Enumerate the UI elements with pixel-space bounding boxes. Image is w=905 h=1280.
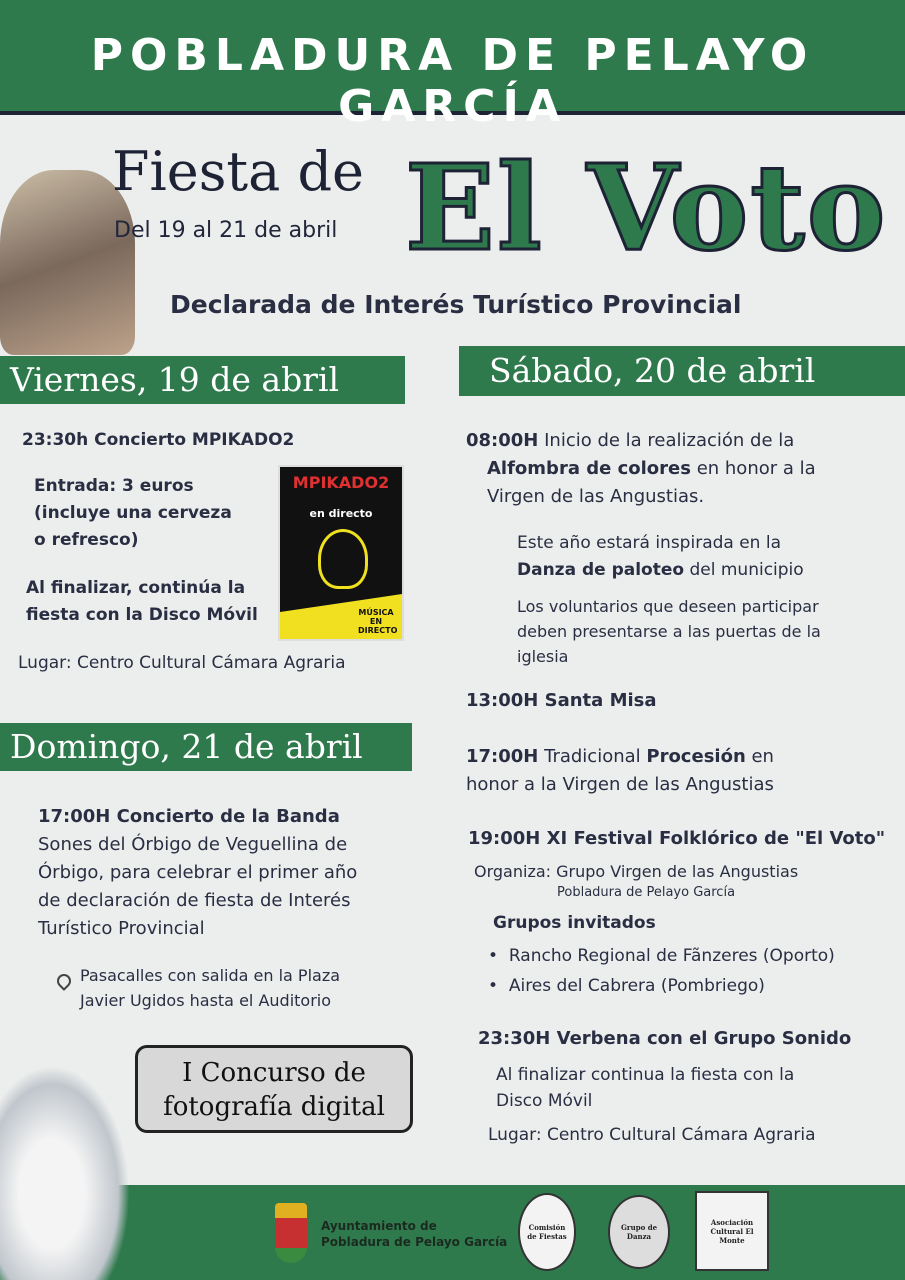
dance-group-logo: Grupo de Danza xyxy=(608,1195,670,1269)
entry-line: o refresco) xyxy=(34,530,139,550)
e1a-bold: Danza de paloteo xyxy=(517,560,685,580)
entry-line: Entrada: 3 euros xyxy=(34,476,194,496)
domingo-line: Sones del Órbigo de Veguellina de xyxy=(38,834,348,855)
event-dates: Del 19 al 21 de abril xyxy=(114,218,338,243)
contest-line: I Concurso de xyxy=(182,1058,366,1088)
domingo-line: 17:00H Concierto de la Banda xyxy=(38,806,340,827)
poster-subtitle: en directo xyxy=(309,507,373,520)
header-banner xyxy=(0,0,905,132)
domingo-heading: Domingo, 21 de abril xyxy=(0,723,412,771)
poster-music: MÚSICA EN DIRECTO xyxy=(358,608,398,635)
e1-time: 08:00H xyxy=(466,430,539,451)
fiestas-commission-logo: Comisión de Fiestas xyxy=(518,1193,576,1271)
e1-text: Virgen de las Angustias. xyxy=(487,486,705,507)
e1b-line: iglesia xyxy=(517,647,569,666)
cultural-association-logo: Asociación Cultural El Monte xyxy=(695,1191,769,1271)
sabado-heading: Sábado, 20 de abril xyxy=(459,346,905,396)
dancer-image xyxy=(0,1065,130,1280)
e3-text: honor a la Virgen de las Angustias xyxy=(466,774,774,795)
verbena-line: Al finalizar continua la fiesta con la xyxy=(496,1065,795,1085)
footer xyxy=(0,1185,905,1280)
declared-subtitle: Declarada de Interés Turístico Provincial xyxy=(170,290,742,319)
group-name: Aires del Cabrera (Pombriego) xyxy=(508,976,765,996)
contest-line: fotografía digital xyxy=(163,1092,385,1122)
council-line: Pobladura de Pelayo García xyxy=(321,1235,508,1249)
poster-title: MPIKADO2 xyxy=(292,473,390,492)
e1-bold: Alfombra de colores xyxy=(487,458,691,479)
parade-line: Pasacalles con salida en la Plaza xyxy=(80,966,341,985)
parade-line: Javier Ugidos hasta el Auditorio xyxy=(80,991,332,1010)
mpikado2-poster xyxy=(278,465,404,641)
sabado-place: Lugar: Centro Cultural Cámara Agraria xyxy=(488,1125,816,1145)
viernes-heading: Viernes, 19 de abril xyxy=(0,356,405,404)
e3-text: en xyxy=(745,746,774,767)
coat-of-arms-icon xyxy=(275,1203,307,1263)
e1b-line: Los voluntarios que deseen participar xyxy=(517,597,819,616)
festival-organizer-town: Pobladura de Pelayo García xyxy=(557,885,736,900)
festival-organizer: Organiza: Grupo Virgen de las Angustias xyxy=(474,862,799,881)
skull-icon xyxy=(318,529,368,589)
after-line: Al finalizar, continúa la xyxy=(26,578,246,598)
location-pin-icon xyxy=(54,971,74,991)
council-line: Ayuntamiento de xyxy=(321,1219,437,1233)
domingo-line: Órbigo, para celebrar el primer año xyxy=(38,862,358,883)
e1b-line: deben presentarse a las puertas de la xyxy=(517,622,821,641)
viernes-concert: 23:30h Concierto MPIKADO2 xyxy=(22,430,295,450)
domingo-line: de declaración de fiesta de Interés xyxy=(38,890,351,911)
verbena-title: 23:30H Verbena con el Grupo Sonido xyxy=(478,1028,852,1049)
e1-text: Inicio de la realización de la xyxy=(538,430,795,451)
entry-line: (incluye una cerveza xyxy=(34,503,232,523)
mass-event: 13:00H Santa Misa xyxy=(466,690,657,711)
verbena-line: Disco Móvil xyxy=(496,1091,593,1111)
town-title: POBLADURA DE PELAYO GARCÍA xyxy=(90,30,815,132)
e1a-text: Este año estará inspirada en la xyxy=(517,533,781,553)
fiesta-title: Fiesta de xyxy=(112,140,364,203)
festival-title: 19:00H XI Festival Folklórico de "El Voto" xyxy=(468,828,886,849)
e3-text: Tradicional xyxy=(538,746,647,767)
e3-time: 17:00H xyxy=(466,746,539,767)
e1a-text: del municipio xyxy=(684,560,804,580)
e1-text: en honor a la xyxy=(690,458,816,479)
after-line: fiesta con la Disco Móvil xyxy=(26,605,258,625)
e3-bold: Procesión xyxy=(646,746,746,767)
voto-title: El Voto xyxy=(405,138,888,277)
domingo-line: Turístico Provincial xyxy=(38,918,205,939)
photo-contest-badge xyxy=(135,1045,413,1133)
groups-title: Grupos invitados xyxy=(493,913,656,933)
group-name: Rancho Regional de Fãnzeres (Oporto) xyxy=(508,946,835,966)
group-item: • Aires del Cabrera (Pombriego) xyxy=(488,976,765,996)
viernes-place: Lugar: Centro Cultural Cámara Agraria xyxy=(18,653,346,673)
group-item: • Rancho Regional de Fãnzeres (Oporto) xyxy=(488,946,835,966)
